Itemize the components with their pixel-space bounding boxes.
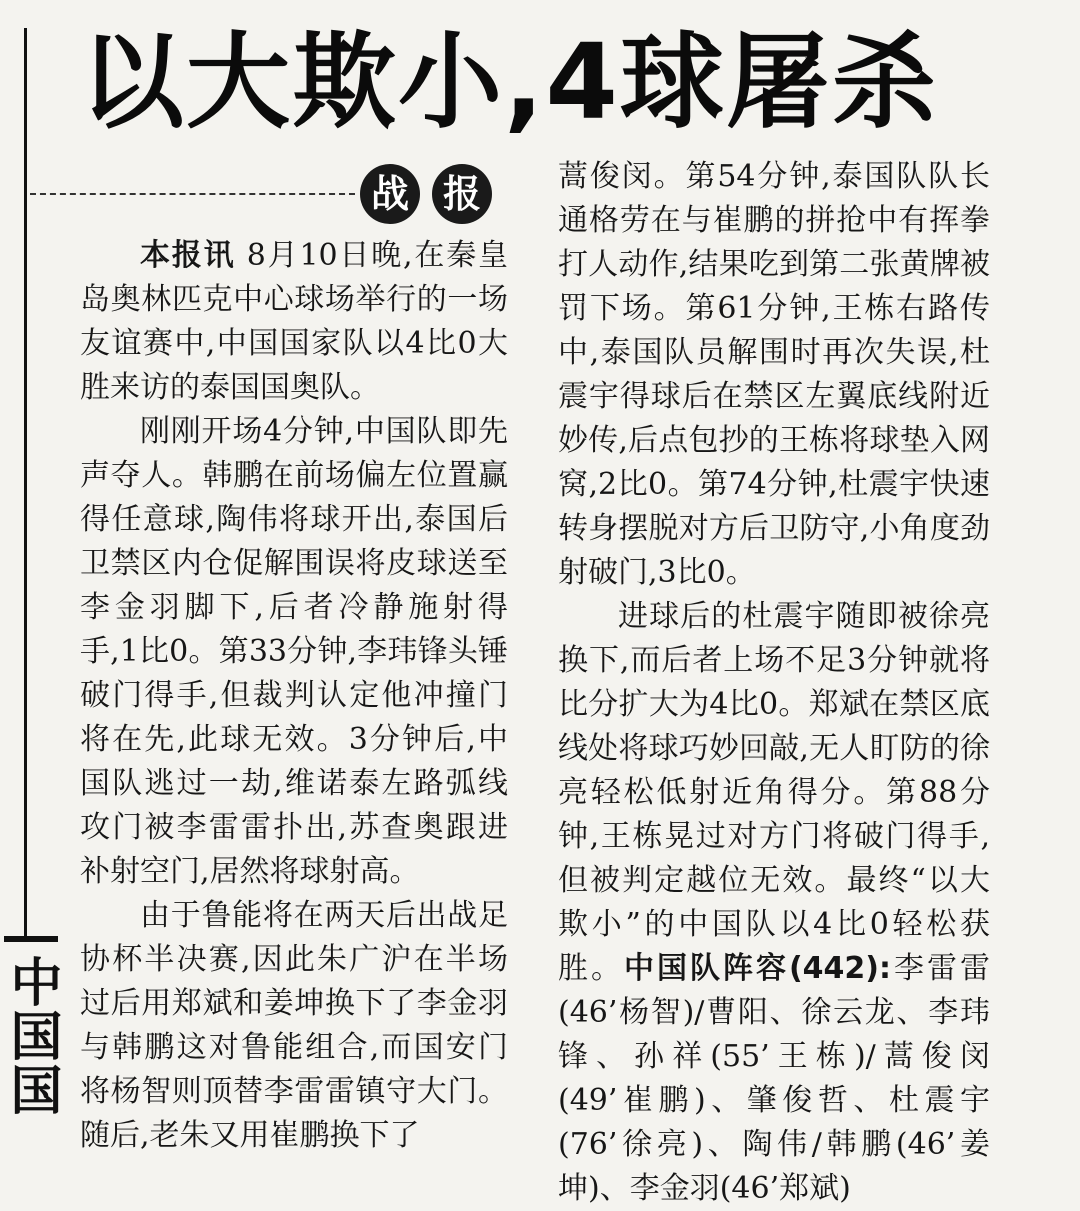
lead-label: 本报讯	[140, 238, 236, 273]
section-stamp-zhan: 战	[360, 164, 420, 224]
article-paragraph: 刚刚开场4分钟,中国队即先声夺人。韩鹏在前场偏左位置赢得任意球,陶伟将球开出,泰国后卫禁区内仓促解围误将皮球送至李金羽脚下,后者冷静施射得手,1比0。第33分钟,李玮锋头锤破门得手,但裁判认定他冲撞门将在先,此球无效。3分钟后,中国队逃过一劫,维诺泰左路弧线攻门被李雷雷扑出,苏查奥跟进补射空门,居然将球射高。	[80, 414, 508, 889]
lineup-label: 中国队阵容(442):	[624, 951, 892, 986]
headline: 以大欺小,4球屠杀	[80, 21, 938, 143]
horizontal-rule-mark	[4, 936, 58, 942]
article-column-left	[80, 234, 508, 1158]
paragraph-text: 进球后的杜震宇随即被徐亮换下,而后者上场不足3分钟就将比分扩大为4比0。郑斌在禁区底线处将球巧妙回敲,无人盯防的徐亮轻松低射近角得分。第88分钟,王栋晃过对方门将破门得手,但被判定越位无效。最终“以大欺小”的中国队以4比0轻松获胜。	[558, 599, 990, 986]
article-paragraph: 由于鲁能将在两天后出战足协杯半决赛,因此朱广沪在半场过后用郑斌和姜坤换下了李金羽与韩鹏这对鲁能组合,而国安门将杨智则顶替李雷雷镇守大门。随后,老朱又用崔鹏换下了	[80, 898, 508, 1153]
section-stamp-bao: 报	[432, 164, 492, 224]
dashed-divider	[30, 193, 355, 195]
lineup-text: 李雷雷(46’杨智)/曹阳、徐云龙、李玮锋、孙祥(55’王栋)/蒿俊闵(49’崔鹏)、肇俊哲、杜震宇(76’徐亮)、陶伟/韩鹏(46’姜坤)、李金羽(46’郑斌)	[558, 951, 991, 1206]
article-paragraph	[558, 595, 990, 1211]
lead-text: 8月10日晚,在秦皇岛奥林匹克中心球场举行的一场友谊赛中,中国国家队以4比0大胜来访的泰国国奥队。	[80, 238, 508, 405]
side-section-label: 中国国	[1, 955, 61, 1117]
continued-paragraph: 蒿俊闵。第54分钟,泰国队队长通格劳在与崔鹏的拼抢中有挥拳打人动作,结果吃到第二张黄牌被罚下场。第61分钟,王栋右路传中,泰国队员解围时再次失误,杜震宇得球后在禁区左翼底线附近妙传,后点包抄的王栋将球垫入网窝,2比0。第74分钟,杜震宇快速转身摆脱对方后卫防守,小角度劲射破门,3比0。	[558, 159, 990, 590]
vertical-rule	[24, 28, 27, 938]
lead-paragraph	[80, 234, 508, 410]
article-column-right	[558, 155, 990, 1211]
